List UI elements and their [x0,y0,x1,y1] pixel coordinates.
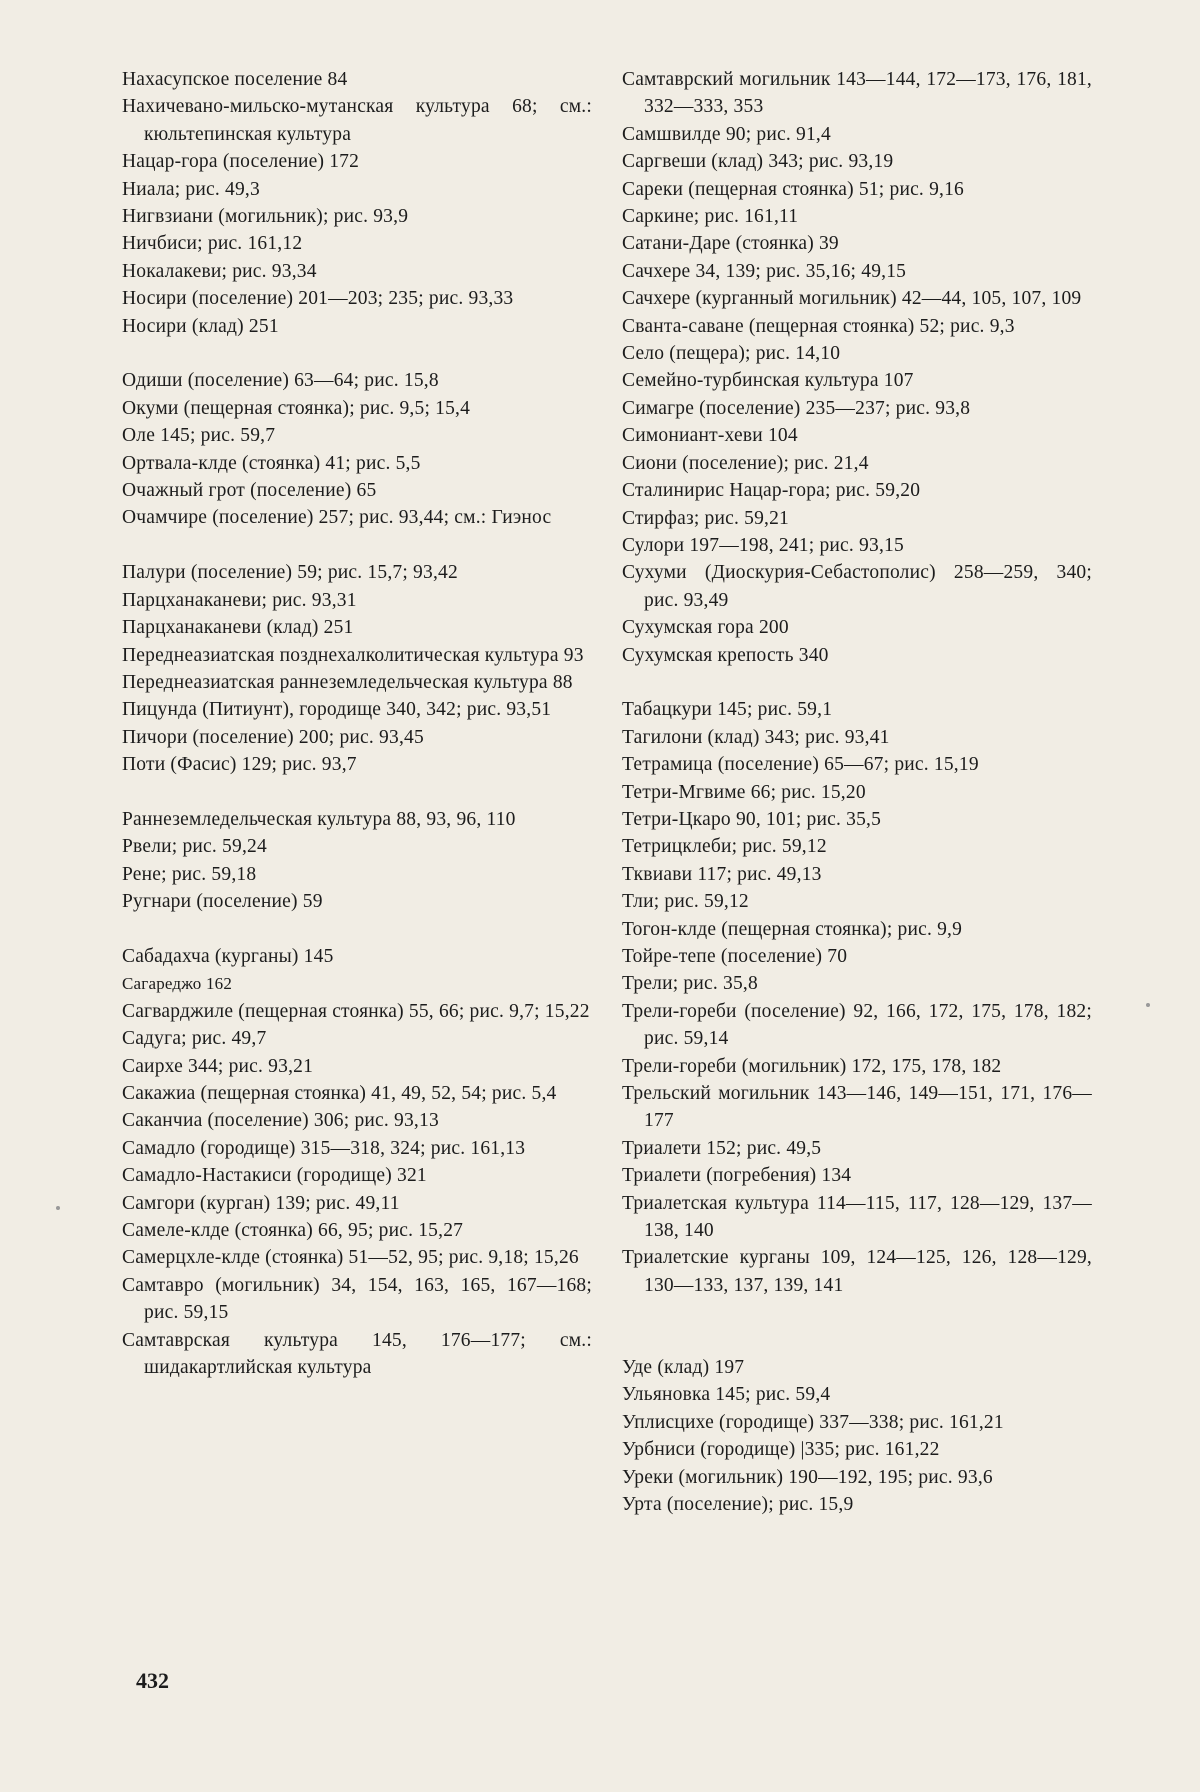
index-entry: Тетрамица (поселение) 65—67; рис. 15,19 [622,754,979,776]
index-entry: Ульяновка 145; рис. 59,4 [622,1384,831,1406]
index-entry: Тогон-клде (пещерная стоянка); рис. 9,9 [622,918,963,940]
index-entry: Тли; рис. 59,12 [622,891,749,913]
index-entry: Трели-гореби (поселение) 92, 166, 172, 175, 178, 182; рис. 59,14 [622,1000,1092,1050]
index-entry: Нацар-гора (поселение) 172 [122,151,360,173]
index-entry: Уде (клад) 197 [622,1357,745,1379]
index-entry: Окуми (пещерная стоянка); рис. 9,5; 15,4 [122,397,471,419]
index-entry: Самтавро (могильник) 34, 154, 163, 165, 167—168; рис. 59,15 [122,1274,592,1324]
index-entry: Саргвеши (клад) 343; рис. 93,19 [622,151,894,173]
index-entry: Сиони (поселение); рис. 21,4 [622,452,869,474]
index-entry: Самадло-Настакиси (городище) 321 [122,1165,427,1187]
index-entry: Урбниси (городище) |335; рис. 161,22 [622,1439,940,1461]
paper-speck [56,1206,60,1210]
index-entry: Нокалакеви; рис. 93,34 [122,260,317,282]
index-entry: Сухуми (Диоскурия-Себастополис) 258—259, 340; рис. 93,49 [622,562,1092,611]
index-entry: Триалети 152; рис. 49,5 [622,1137,822,1159]
index-entry: Сталинирис Нацар-гора; рис. 59,20 [622,480,921,502]
right-column [622,66,1092,1518]
index-entry: Нигвзиани (могильник); рис. 93,9 [122,206,409,228]
index-entry: Село (пещера); рис. 14,10 [622,343,841,365]
index-entry: Сачхере (курганный могильник) 42—44, 105, 107, 109 [622,288,1082,310]
index-entry: Переднеазиатская раннеземледельческая культура 88 [122,671,573,693]
index-entry: Саирхе 344; рис. 93,21 [122,1055,314,1077]
index-entry: Сухумская гора 200 [622,617,789,639]
index-entry: Палури (поселение) 59; рис. 15,7; 93,42 [122,562,458,584]
index-entry: Сачхере 34, 139; рис. 35,16; 49,15 [622,260,907,282]
index-entry: Самшвилде 90; рис. 91,4 [622,123,831,145]
index-entry: Симониант-хеви 104 [622,425,798,447]
index-entry: Самтаврский могильник 143—144, 172—173, 176, 181, 332—333, 353 [622,69,1092,118]
index-entry: Саканчиа (поселение) 306; рис. 93,13 [122,1110,439,1132]
index-entry: Сареки (пещерная стоянка) 51; рис. 9,16 [622,178,965,200]
page-number: 432 [136,1668,169,1693]
index-entry: Стирфаз; рис. 59,21 [622,507,790,529]
section-gap [622,1327,1092,1354]
index-entry: Тетри-Цкаро 90, 101; рис. 35,5 [622,808,882,830]
index-entry: Ортвала-клде (стоянка) 41; рис. 5,5 [122,452,421,474]
left-column [122,66,592,1381]
index-entry: Оле 145; рис. 59,7 [122,425,276,447]
index-entry: Парцханаканеви (клад) 251 [122,617,354,639]
index-entry: Трели; рис. 35,8 [622,973,758,995]
index-entry: Уреки (могильник) 190—192, 195; рис. 93,6 [622,1466,993,1488]
index-entry: Сухумская крепость 340 [622,644,829,666]
index-entry: Садуга; рис. 49,7 [122,1028,267,1050]
index-entry: Парцханаканеви; рис. 93,31 [122,589,357,611]
index-entry: Самеле-клде (стоянка) 66, 95; рис. 15,27 [122,1220,464,1241]
index-entry: Сагварджиле (пещерная стоянка) 55, 66; рис. 9,7; 15,22 [122,1000,590,1022]
index-entry: Семейно-турбинская культура 107 [622,370,914,392]
paper-speck [1146,1003,1150,1007]
section-gap [122,532,592,559]
index-entry: Раннеземледельческая культура 88, 93, 96, 110 [122,808,516,830]
index-entry: Тагилони (клад) 343; рис. 93,41 [622,726,890,748]
index-entry: Очажный грот (поселение) 65 [122,480,377,502]
index-entry: Рене; рис. 59,18 [122,863,257,885]
index-entry: Поти (Фасис) 129; рис. 93,7 [122,754,357,776]
section-gap [122,340,592,367]
index-entry: Уплисцихе (городище) 337—338; рис. 161,21 [622,1411,1004,1433]
index-entry: Рвели; рис. 59,24 [122,836,267,858]
index-entry: Трельский могильник 143—146, 149—151, 171, 176—177 [622,1083,1092,1132]
index-entry: Саркине; рис. 161,11 [622,206,799,228]
index-entry: Сагареджо 162 [122,974,233,994]
index-entry: Триалетские курганы 109, 124—125, 126, 128—129, 130—133, 137, 139, 141 [622,1247,1092,1296]
index-entry: Самгори (курган) 139; рис. 49,11 [122,1192,400,1214]
index-entry: Самтаврская культура 145, 176—177; см.: шидакартлийская культура [122,1329,592,1379]
index-entry: Ниала; рис. 49,3 [122,178,260,200]
section-gap [622,1299,1092,1326]
index-entry: Одиши (поселение) 63—64; рис. 15,8 [122,370,439,392]
index-entry: Пичори (поселение) 200; рис. 93,45 [122,726,424,748]
index-entry: Ругнари (поселение) 59 [122,891,323,913]
index-entry: Переднеазиатская позднехалколитическая культура 93 [122,644,584,666]
index-entry: Тойре-тепе (поселение) 70 [622,945,848,967]
index-entry: Сванта-саване (пещерная стоянка) 52; рис. 9,3 [622,315,1015,337]
index-entry: Симагре (поселение) 235—237; рис. 93,8 [622,397,971,419]
index-entry: Нахасупское поселение 84 [122,69,348,90]
index-entry: Ничбиси; рис. 161,12 [122,233,303,255]
section-gap [122,916,592,943]
index-entry: Сакажиа (пещерная стоянка) 41, 49, 52, 54; рис. 5,4 [122,1082,557,1104]
index-entry: Нахичевано-мильско-мутанская культура 68; см.: кюльтепинская культура [122,96,592,145]
index-entry: Сабадахча (курганы) 145 [122,945,334,967]
index-entry: Трели-гореби (могильник) 172, 175, 178, 182 [622,1055,1002,1077]
index-entry: Очамчире (поселение) 257; рис. 93,44; см.: Гиэнос [122,507,552,529]
index-entry: Урта (поселение); рис. 15,9 [622,1494,854,1516]
section-gap [622,669,1092,696]
index-entry: Тетрицклеби; рис. 59,12 [622,836,827,858]
index-entry: Носири (поселение) 201—203; 235; рис. 93,33 [122,288,514,310]
section-gap [122,779,592,806]
index-entry: Самадло (городище) 315—318, 324; рис. 161,13 [122,1137,526,1159]
index-entry: Сатани-Даре (стоянка) 39 [622,233,839,255]
index-entry: Тетри-Мгвиме 66; рис. 15,20 [622,781,866,803]
index-entry: Сулори 197—198, 241; рис. 93,15 [622,534,904,556]
index-entry: Триалети (погребения) 134 [622,1165,852,1187]
index-entry: Самерцхле-клде (стоянка) 51—52, 95; рис. 9,18; 15,26 [122,1247,579,1269]
index-entry: Триалетская культура 114—115, 117, 128—129, 137—138, 140 [622,1192,1092,1242]
index-entry: Носири (клад) 251 [122,315,279,337]
index-entry: Пицунда (Питиунт), городище 340, 342; рис. 93,51 [122,699,552,721]
index-entry: Табацкури 145; рис. 59,1 [622,699,833,721]
index-entry: Тквиави 117; рис. 49,13 [622,863,822,885]
